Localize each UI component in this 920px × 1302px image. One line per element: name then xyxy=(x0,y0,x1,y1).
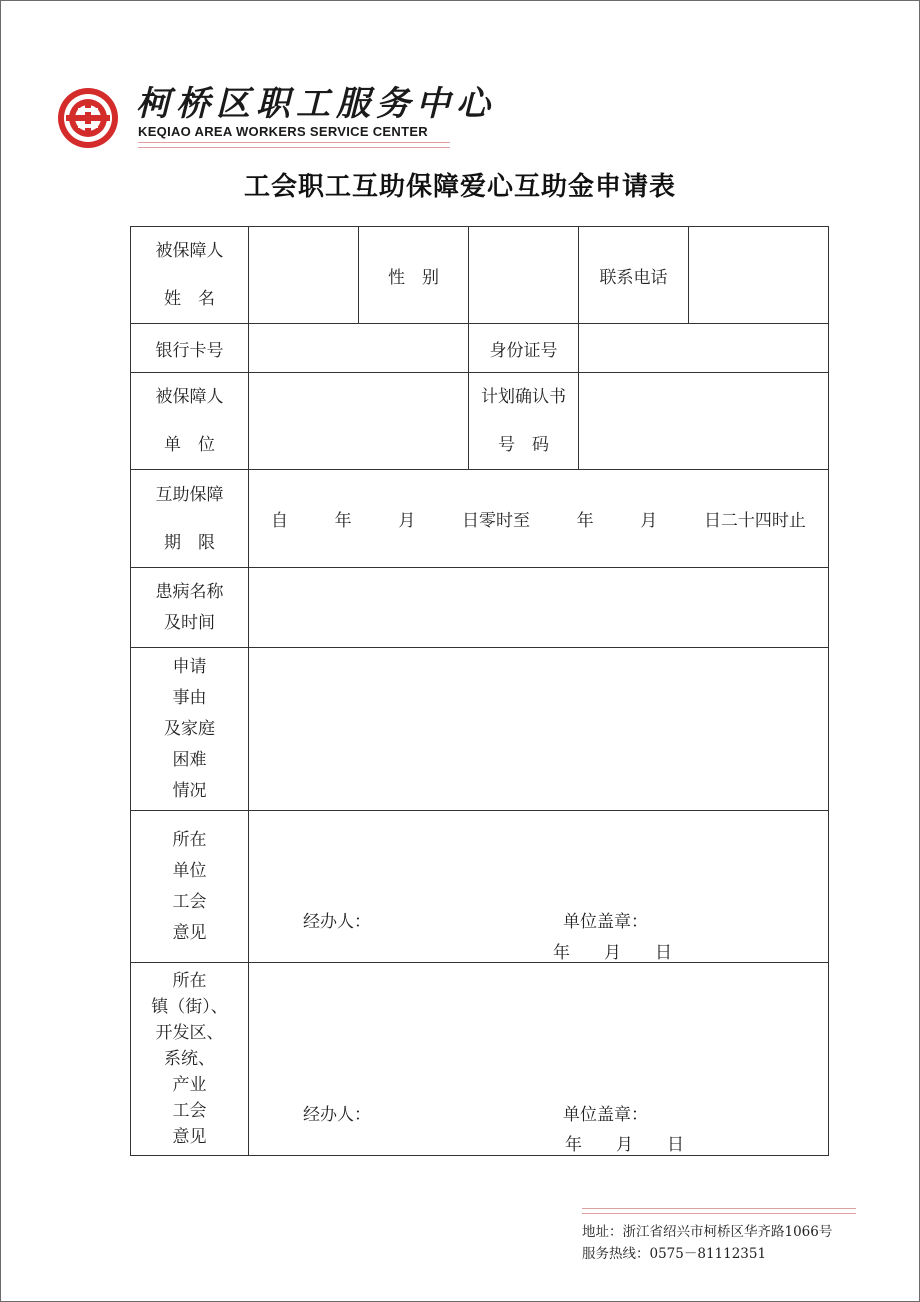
gender-label: 性 别 xyxy=(359,227,469,324)
form-row-town-union xyxy=(131,963,829,1156)
reason-label-line-1: 申请 xyxy=(172,656,207,677)
phone-value-field[interactable] xyxy=(689,227,829,324)
town-union-label-line-2: 镇（街）、 xyxy=(151,997,228,1017)
reason-label-line-4: 困难 xyxy=(172,749,207,770)
application-form xyxy=(130,226,829,1156)
form-row-bank xyxy=(131,324,829,373)
unit-union-handler-label: 经办人： xyxy=(303,912,371,932)
period-day-start: 日零时至 xyxy=(461,511,530,531)
illness-value-field[interactable] xyxy=(249,568,829,648)
reason-label-line-3: 及家庭 xyxy=(164,718,215,739)
period-text xyxy=(249,506,828,531)
illness-label-cell xyxy=(131,568,249,648)
name-label-line-2: 姓 名 xyxy=(164,289,215,309)
name-value-field[interactable] xyxy=(249,227,359,324)
unit-union-opinion-field[interactable] xyxy=(249,811,829,963)
gender-value-field[interactable] xyxy=(469,227,579,324)
footer-divider xyxy=(582,1208,856,1214)
illness-label-line-1: 患病名称 xyxy=(155,581,224,602)
header-divider xyxy=(138,142,450,148)
period-month-end: 月 xyxy=(640,511,658,531)
bank-card-value-field[interactable] xyxy=(249,324,469,373)
town-union-signoff xyxy=(249,963,828,1154)
period-month-start: 月 xyxy=(398,511,416,531)
name-label-line-1: 被保障人 xyxy=(155,241,224,261)
period-day-end: 日二十四时止 xyxy=(703,511,806,531)
period-year-start: 年 xyxy=(334,511,352,531)
footer-address: 地址：浙江省绍兴市柯桥区华齐路1066号 xyxy=(582,1224,833,1240)
period-label-line-2: 期 限 xyxy=(164,532,215,553)
town-union-label-line-3: 开发区、 xyxy=(155,1023,224,1043)
id-number-value-field[interactable] xyxy=(579,324,829,373)
period-label-line-1: 互助保障 xyxy=(155,484,224,505)
unit-union-seal-label: 单位盖章： xyxy=(563,912,648,932)
reason-label-line-5: 情况 xyxy=(172,780,207,801)
org-name-cn: 柯桥区职工服务中心 xyxy=(136,84,496,124)
reason-label-line-2: 事由 xyxy=(172,687,207,708)
unit-value-field[interactable] xyxy=(249,373,469,470)
form-row-illness xyxy=(131,568,829,648)
unit-union-signoff xyxy=(249,811,828,961)
town-union-label-line-6: 工会 xyxy=(172,1101,207,1121)
plan-number-value-field[interactable] xyxy=(579,373,829,470)
unit-label-line-2: 单 位 xyxy=(164,435,215,455)
period-year-end: 年 xyxy=(576,511,594,531)
illness-label-line-2: 及时间 xyxy=(164,612,215,633)
town-union-label-line-1: 所在 xyxy=(172,971,207,991)
unit-union-label-line-1: 所在 xyxy=(172,829,207,850)
document-title: 工会职工互助保障爱心互助金申请表 xyxy=(243,172,676,202)
reason-label-cell xyxy=(131,648,249,811)
form-row-period xyxy=(131,470,829,568)
unit-label-line-1: 被保障人 xyxy=(155,387,224,407)
unit-union-label-line-2: 单位 xyxy=(172,860,207,881)
org-name-en: KEQIAO AREA WORKERS SERVICE CENTER xyxy=(138,124,428,139)
town-union-label-line-7: 意见 xyxy=(172,1127,207,1147)
unit-union-label-line-4: 意见 xyxy=(172,922,207,943)
town-union-opinion-field[interactable] xyxy=(249,963,829,1156)
unit-union-label-line-3: 工会 xyxy=(172,891,207,912)
period-from: 自 xyxy=(271,511,288,531)
union-emblem-icon xyxy=(56,86,120,150)
period-label-cell xyxy=(131,470,249,568)
id-number-label: 身份证号 xyxy=(469,324,579,373)
unit-label-cell xyxy=(131,373,249,470)
town-union-label-line-5: 产业 xyxy=(172,1075,207,1095)
reason-value-field[interactable] xyxy=(249,648,829,811)
form-row-unit-union xyxy=(131,811,829,963)
form-row-unit xyxy=(131,373,829,470)
town-union-handler-label: 经办人： xyxy=(303,1105,371,1125)
plan-label-line-1: 计划确认书 xyxy=(481,387,566,407)
bank-card-label: 银行卡号 xyxy=(131,324,249,373)
name-label-cell xyxy=(131,227,249,324)
plan-label-line-2: 号 码 xyxy=(498,435,549,455)
plan-number-label-cell xyxy=(469,373,579,470)
town-union-label-line-4: 系统、 xyxy=(164,1049,215,1069)
unit-union-date-label: 年 月 日 xyxy=(553,943,672,963)
form-row-name xyxy=(131,227,829,324)
town-union-seal-label: 单位盖章： xyxy=(563,1105,648,1125)
town-union-label-cell xyxy=(131,963,249,1156)
town-union-date-label: 年 月 日 xyxy=(565,1135,684,1155)
phone-label: 联系电话 xyxy=(579,227,689,324)
period-value-field[interactable] xyxy=(249,470,829,568)
unit-union-label-cell xyxy=(131,811,249,963)
form-row-reason xyxy=(131,648,829,811)
footer-hotline: 服务热线：0575－81112351 xyxy=(582,1246,767,1262)
